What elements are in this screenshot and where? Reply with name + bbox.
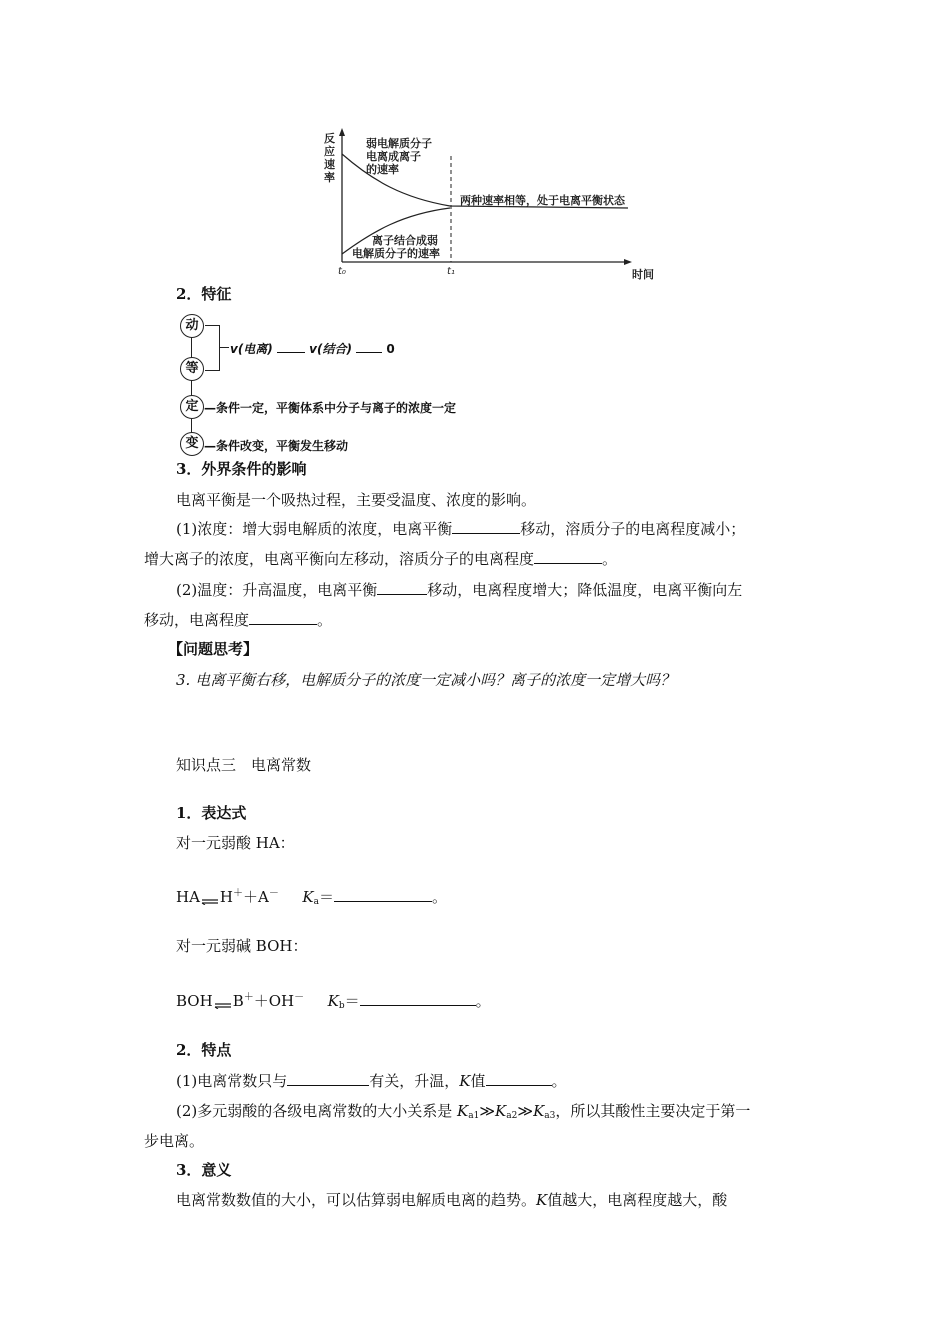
- bian-description: —条件改变，平衡发生移动: [204, 439, 349, 453]
- base-intro: 对一元弱碱 BOH：: [176, 937, 308, 955]
- feature-line-3: 步电离。: [144, 1132, 205, 1150]
- question-3: 3. 电离平衡右移，电解质分子的浓度一定减小吗？离子的浓度一定增大吗？: [176, 671, 676, 689]
- feature-deng-circle: 等: [180, 357, 204, 381]
- feature-dong-circle: 动: [180, 314, 204, 338]
- feature-bian-circle: 变: [180, 432, 204, 456]
- blank-6[interactable]: [486, 1070, 552, 1086]
- blank-1[interactable]: [452, 518, 520, 534]
- reversible-arrow-icon: [200, 891, 220, 905]
- t1-label: t₁: [447, 266, 455, 277]
- acid-intro: 对一元弱酸 HA：: [176, 834, 295, 852]
- section-3-intro: 电离平衡是一个吸热过程，主要受温度、浓度的影响。: [176, 491, 537, 509]
- meaning-line-1: 电离常数数值的大小，可以估算弱电解质电离的趋势。K值越大，电离程度越大，酸: [176, 1191, 728, 1209]
- expression-heading: 1．表达式: [176, 804, 247, 822]
- section-3-heading: 3．外界条件的影响: [176, 460, 307, 478]
- base-equation: BOH B＋＋OH－ $K_b=$ 。: [176, 992, 491, 1011]
- lower-curve-label: 离子结合成弱 电解质分子的速率: [352, 234, 440, 260]
- ding-description: —条件一定，平衡体系中分子与离子的浓度一定: [204, 401, 457, 415]
- acid-equation: HA H＋＋A－ $K_a=$ 。: [176, 888, 448, 907]
- y-axis-label: 反 应 速 率: [324, 132, 335, 184]
- feature-ding-circle: 定: [180, 395, 204, 419]
- t0-label: t₀: [338, 266, 346, 277]
- ka-blank[interactable]: [334, 886, 432, 902]
- question-heading: 【问题思考】: [168, 640, 259, 658]
- kb-blank[interactable]: [360, 990, 476, 1006]
- reversible-arrow-icon: [213, 995, 233, 1009]
- blank-3[interactable]: [377, 579, 427, 595]
- meaning-heading: 3．意义: [176, 1161, 232, 1179]
- feature-diagram: [176, 314, 496, 464]
- upper-curve-label: 弱电解质分子 电离成离子 的速率: [366, 137, 432, 176]
- deng-relation: v(电离) v(结合) 0: [230, 342, 395, 356]
- equilibrium-label: 两种速率相等，处于电离平衡状态: [460, 194, 625, 207]
- feature-line-2: (2)多元弱酸的各级电离常数的大小关系是 $K_{a1}≫K_{a2}≫K_{a3}$，所以其酸性主要决定于第一: [176, 1102, 751, 1121]
- blank-4[interactable]: [249, 609, 317, 625]
- blank-2[interactable]: [534, 548, 602, 564]
- section-2-heading: 2．特征: [176, 285, 232, 303]
- concentration-line-2: 增大离子的浓度，电离平衡向左移动，溶质分子的电离程度 。: [144, 550, 618, 568]
- temperature-line-1: (2)温度：升高温度，电离平衡 移动，电离程度增大；降低温度，电离平衡向左: [176, 581, 743, 599]
- blank-5[interactable]: [287, 1070, 369, 1086]
- feature-line-1: (1)电离常数只与 有关，升温，K值 。: [176, 1072, 567, 1090]
- ionization-rate-diagram: [318, 126, 663, 284]
- feature-heading: 2．特点: [176, 1041, 232, 1059]
- knowledge-point-3-title: 知识点三 电离常数: [176, 756, 312, 774]
- concentration-line-1: (1)浓度：增大弱电解质的浓度，电离平衡 移动，溶质分子的电离程度减小；: [176, 520, 746, 538]
- temperature-line-2: 移动，电离程度 。: [144, 611, 333, 629]
- x-axis-label: 时间: [632, 268, 654, 281]
